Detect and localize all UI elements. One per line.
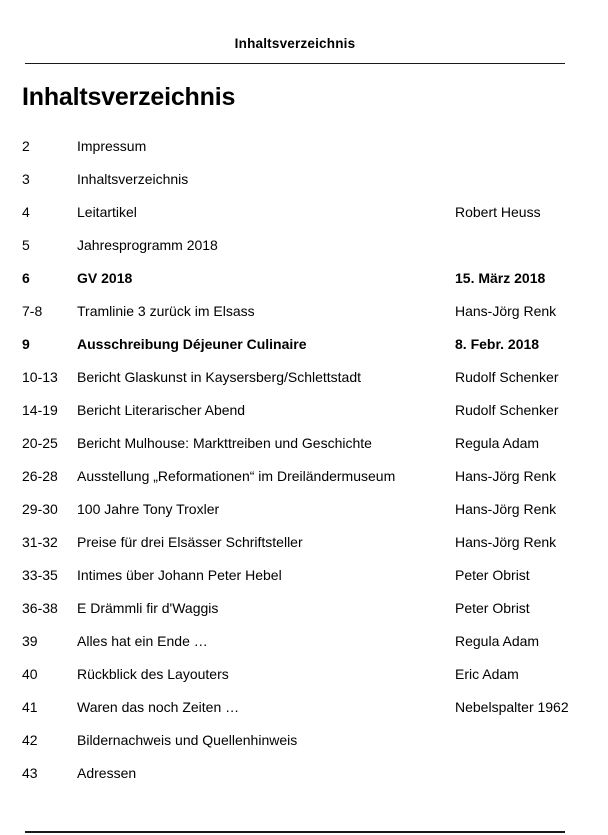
toc-row: [22, 559, 586, 592]
toc-page-number: 2: [22, 138, 30, 154]
toc-page-number: 14-19: [22, 402, 58, 418]
toc-page-number: 6: [22, 270, 30, 286]
toc-entry-author: Robert Heuss: [455, 204, 541, 220]
footer-rule: [25, 831, 565, 833]
toc-entry-author: Eric Adam: [455, 666, 519, 682]
toc-row: [22, 460, 586, 493]
toc-entry-author: Peter Obrist: [455, 600, 530, 616]
toc-entry-author: Regula Adam: [455, 633, 540, 649]
toc-row: [22, 625, 586, 658]
toc-entry-author: Rudolf Schenker: [455, 369, 559, 385]
toc-entry-author: Peter Obrist: [455, 567, 530, 583]
toc-row: [22, 526, 586, 559]
toc-entry-author: [455, 130, 586, 163]
toc-entry-title: Inhaltsverzeichnis: [77, 171, 189, 187]
toc-entry-author: 8. Febr. 2018: [455, 336, 540, 352]
toc-page-number: 39: [22, 633, 38, 649]
toc-entry-title: Ausschreibung Déjeuner Culinaire: [77, 336, 307, 352]
toc-page-number: 29-30: [22, 501, 58, 517]
toc-row: [22, 196, 586, 229]
toc-row: [22, 691, 586, 724]
toc-entry-author: Nebelspalter 1962: [455, 699, 569, 715]
toc-row: [22, 262, 586, 295]
toc-entry-author: [455, 229, 586, 262]
toc-row: [22, 229, 586, 262]
toc-row: [22, 427, 586, 460]
toc-row: [22, 658, 586, 691]
toc-page-number: 20-25: [22, 435, 58, 451]
toc-page-number: 42: [22, 732, 38, 748]
toc-page-number: 4: [22, 204, 30, 220]
toc-page-number: 36-38: [22, 600, 58, 616]
toc-page-number: 7-8: [22, 303, 43, 319]
toc-entry-title: Bildernachweis und Quellenhinweis: [77, 732, 298, 748]
toc-page-number: 9: [22, 336, 30, 352]
toc-row: [22, 394, 586, 427]
toc-page-number: 10-13: [22, 369, 58, 385]
toc-entry-title: Ausstellung „Reformationen“ im Dreiländermuseum: [77, 468, 396, 484]
toc-entry-author: Hans-Jörg Renk: [455, 468, 557, 484]
toc-entry-title: Bericht Literarischer Abend: [77, 402, 246, 418]
running-header: Inhaltsverzeichnis: [234, 36, 356, 51]
toc-entry-title: Preise für drei Elsässer Schriftsteller: [77, 534, 303, 550]
toc-entry-title: GV 2018: [77, 270, 133, 286]
toc-row: [22, 328, 586, 361]
toc-page-number: 3: [22, 171, 30, 187]
toc-row: [22, 592, 586, 625]
toc-page-number: 43: [22, 765, 38, 781]
toc-entry-author: 15. März 2018: [455, 270, 546, 286]
toc-entry-title: Waren das noch Zeiten …: [77, 699, 240, 715]
toc-entry-title: Impressum: [77, 138, 147, 154]
toc-row: [22, 361, 586, 394]
toc-entry-title: Bericht Glaskunst in Kaysersberg/Schlettstadt: [77, 369, 362, 385]
toc-page-number: 41: [22, 699, 38, 715]
toc-entry-title: Jahresprogramm 2018: [77, 237, 218, 253]
toc-entry-title: Tramlinie 3 zurück im Elsass: [77, 303, 255, 319]
toc-row: [22, 295, 586, 328]
toc-entry-author: [455, 724, 586, 757]
toc-entry-author: Hans-Jörg Renk: [455, 501, 557, 517]
toc-entry-author: [455, 163, 586, 196]
toc-entry-title: Leitartikel: [77, 204, 137, 220]
toc-row: [22, 724, 586, 757]
toc-entry-title: Rückblick des Layouters: [77, 666, 229, 682]
toc-page-number: 26-28: [22, 468, 58, 484]
toc-row: [22, 130, 586, 163]
toc-page-number: 5: [22, 237, 30, 253]
toc-entry-author: [455, 757, 586, 790]
toc-entry-title: Bericht Mulhouse: Markttreiben und Geschichte: [77, 435, 372, 451]
header-rule: [25, 63, 565, 64]
toc-entry-author: Hans-Jörg Renk: [455, 303, 557, 319]
page-title: Inhaltsverzeichnis: [22, 83, 236, 111]
toc-entry-title: 100 Jahre Tony Troxler: [77, 501, 220, 517]
toc-page-number: 40: [22, 666, 38, 682]
toc-entry-author: Regula Adam: [455, 435, 540, 451]
toc-row: [22, 757, 586, 790]
toc-row: [22, 163, 586, 196]
toc-entry-title: E Drämmli fir d'Waggis: [77, 600, 219, 616]
toc-entry-title: Adressen: [77, 765, 137, 781]
toc-entry-title: Intimes über Johann Peter Hebel: [77, 567, 282, 583]
toc-page-number: 33-35: [22, 567, 58, 583]
toc-entry-title: Alles hat ein Ende …: [77, 633, 208, 649]
toc-entry-author: Hans-Jörg Renk: [455, 534, 557, 550]
toc-entry-author: Rudolf Schenker: [455, 402, 559, 418]
table-of-contents: [22, 130, 586, 790]
toc-row: [22, 493, 586, 526]
toc-page-number: 31-32: [22, 534, 58, 550]
